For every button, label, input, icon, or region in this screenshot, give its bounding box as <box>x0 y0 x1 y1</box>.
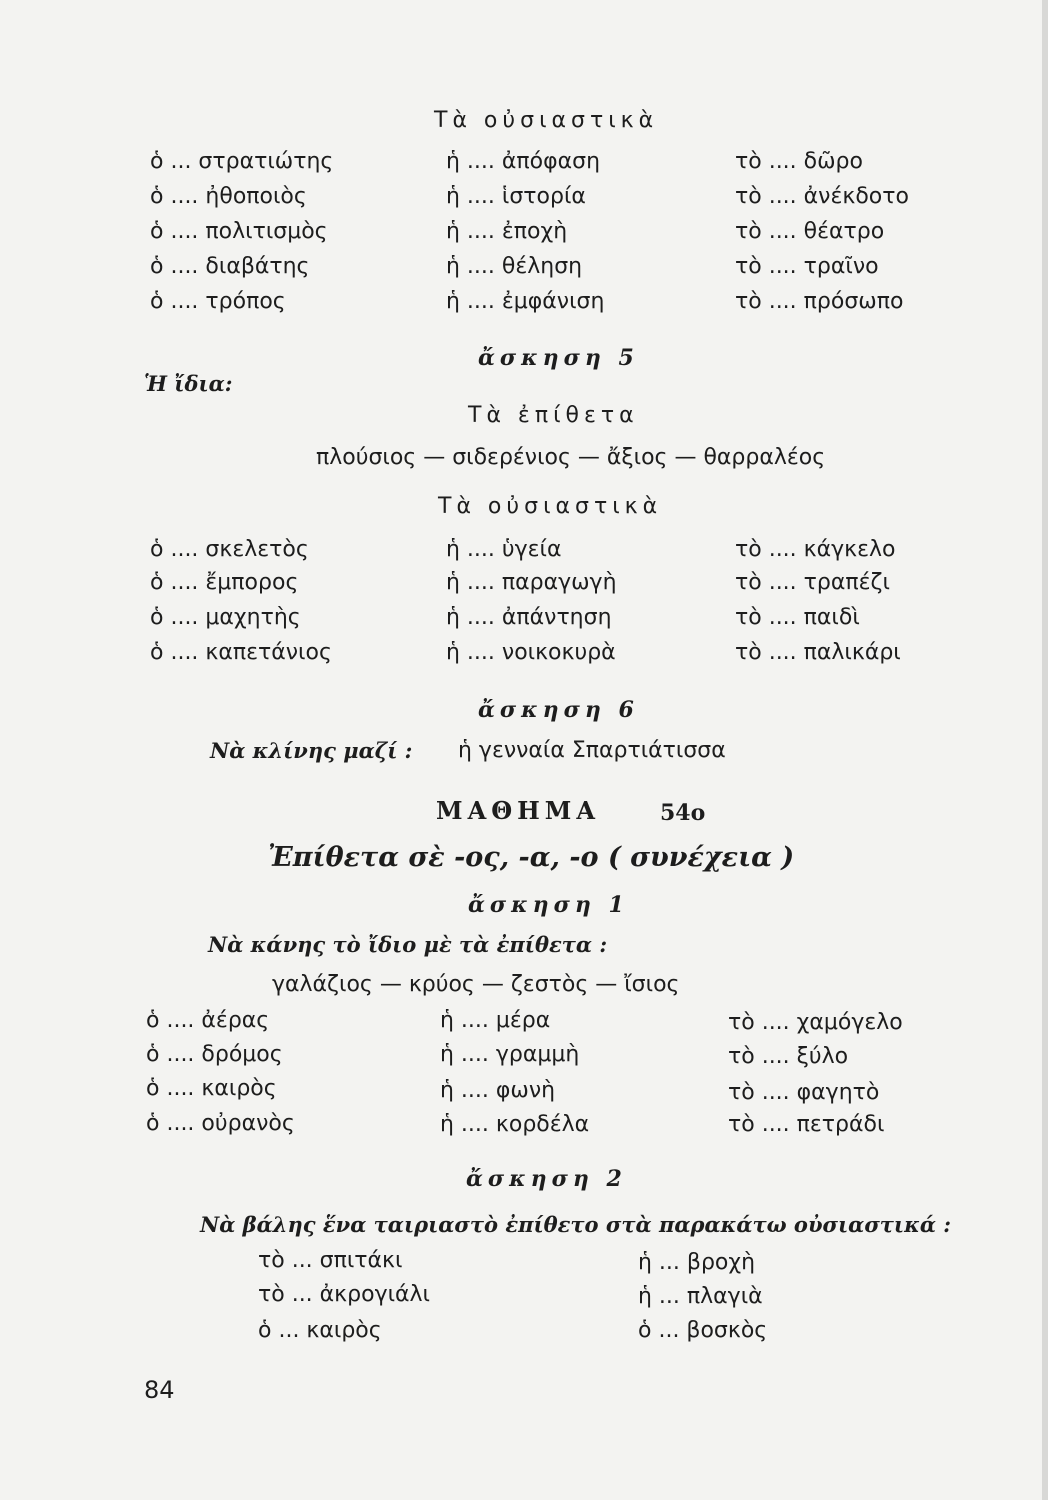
noun-masculine: ὁ .... καπετάνιος <box>150 640 332 665</box>
noun-masculine: ὁ .... ἠθοποιὸς <box>150 184 307 209</box>
noun-item: ὁ ... καιρὸς <box>258 1318 382 1343</box>
lesson-title: Ἐπίθετα σὲ -ος, -α, -ο ( συνέχεια ) <box>268 842 795 873</box>
adjectives-list: γαλάζιος — κρύος — ζεστὸς — ἴσιος <box>272 972 680 997</box>
noun-neuter: τὸ .... ἀνέκδοτο <box>735 184 909 209</box>
noun-item: ἡ ... πλαγιὰ <box>638 1284 763 1309</box>
noun-masculine: ὁ .... σκελετὸς <box>150 537 309 562</box>
lesson-number: 54ο <box>660 800 706 826</box>
noun-item: ἡ ... βροχὴ <box>638 1250 756 1275</box>
noun-feminine: ἡ .... θέληση <box>446 254 583 279</box>
noun-masculine: ὁ .... μαχητὴς <box>150 605 301 630</box>
noun-masculine: ὁ .... τρόπος <box>150 289 286 314</box>
exercise-6-instruction: Νὰ κλίνης μαζί : <box>210 738 413 763</box>
noun-feminine: ἡ .... παραγωγὴ <box>446 570 617 595</box>
noun-feminine: ἡ .... φωνὴ <box>440 1078 556 1103</box>
noun-neuter: τὸ .... κάγκελο <box>735 537 896 562</box>
exercise-1-heading: ἄσκηση 1 <box>468 892 629 918</box>
noun-feminine: ἡ .... γραμμὴ <box>440 1042 580 1067</box>
exercise-1-instruction: Νὰ κάνης τὸ ἴδιο μὲ τὰ ἐπίθετα : <box>208 932 608 957</box>
noun-neuter: τὸ .... πετράδι <box>728 1112 885 1137</box>
lesson-label: ΜΑΘΗΜΑ <box>436 796 600 825</box>
noun-masculine: ὁ .... δρόμος <box>146 1042 283 1067</box>
noun-neuter: τὸ .... παλικάρι <box>735 640 901 665</box>
exercise-5-instruction: Ἡ ἴδια: <box>144 371 233 396</box>
page-number: 84 <box>144 1376 175 1404</box>
page-edge <box>1042 0 1048 1500</box>
exercise-5-heading: ἄσκηση 5 <box>478 345 639 371</box>
noun-neuter: τὸ .... δῶρο <box>735 149 863 174</box>
noun-neuter: τὸ .... παιδὶ <box>735 605 860 630</box>
noun-feminine: ἡ .... ὑγεία <box>446 537 562 562</box>
noun-feminine: ἡ .... ἐμφάνιση <box>446 289 605 314</box>
noun-masculine: ὁ .... ἀέρας <box>146 1008 270 1033</box>
noun-masculine: ὁ .... ἔμπορος <box>150 570 299 595</box>
noun-item: τὸ ... σπιτάκι <box>258 1248 403 1273</box>
noun-item: τὸ ... ἀκρογιάλι <box>258 1282 430 1307</box>
exercise-2-instruction: Νὰ βάλης ἕνα ταιριαστὸ ἐπίθετο στὰ παρακάτω οὐσιαστικά : <box>200 1212 952 1237</box>
exercise-6-phrase: ἡ γενναία Σπαρτιάτισσα <box>458 738 726 763</box>
nouns-heading: Τὰ οὐσιαστικὰ <box>434 108 659 133</box>
noun-feminine: ἡ .... ἀπόφαση <box>446 149 601 174</box>
nouns-heading: Τὰ οὐσιαστικὰ <box>438 494 663 519</box>
noun-masculine: ὁ .... πολιτισμὸς <box>150 219 328 244</box>
noun-feminine: ἡ .... μέρα <box>440 1008 551 1033</box>
noun-neuter: τὸ .... τραῖνο <box>735 254 879 279</box>
exercise-6-heading: ἄσκηση 6 <box>478 697 639 723</box>
noun-neuter: τὸ .... τραπέζι <box>735 570 890 595</box>
noun-masculine: ὁ .... καιρὸς <box>146 1076 277 1101</box>
noun-feminine: ἡ .... ἱστορία <box>446 184 586 209</box>
noun-feminine: ἡ .... κορδέλα <box>440 1112 590 1137</box>
adjectives-heading: Τὰ ἐπίθετα <box>468 403 639 428</box>
noun-feminine: ἡ .... ἐποχὴ <box>446 219 568 244</box>
noun-masculine: ὁ .... οὐρανὸς <box>146 1111 295 1136</box>
noun-feminine: ἡ .... νοικοκυρὰ <box>446 640 616 665</box>
exercise-2-heading: ἄσκηση 2 <box>466 1166 627 1192</box>
adjectives-list: πλούσιος — σιδερένιος — ἄξιος — θαρραλέος <box>316 445 826 470</box>
noun-neuter: τὸ .... χαμόγελο <box>728 1010 903 1035</box>
noun-neuter: τὸ .... θέατρο <box>735 219 885 244</box>
noun-item: ὁ ... βοσκὸς <box>638 1318 768 1343</box>
noun-neuter: τὸ .... φαγητὸ <box>728 1080 880 1105</box>
noun-masculine: ὁ ... στρατιώτης <box>150 149 334 174</box>
noun-masculine: ὁ .... διαβάτης <box>150 254 310 279</box>
noun-feminine: ἡ .... ἀπάντηση <box>446 605 612 630</box>
noun-neuter: τὸ .... ξύλο <box>728 1044 849 1069</box>
noun-neuter: τὸ .... πρόσωπο <box>735 289 904 314</box>
